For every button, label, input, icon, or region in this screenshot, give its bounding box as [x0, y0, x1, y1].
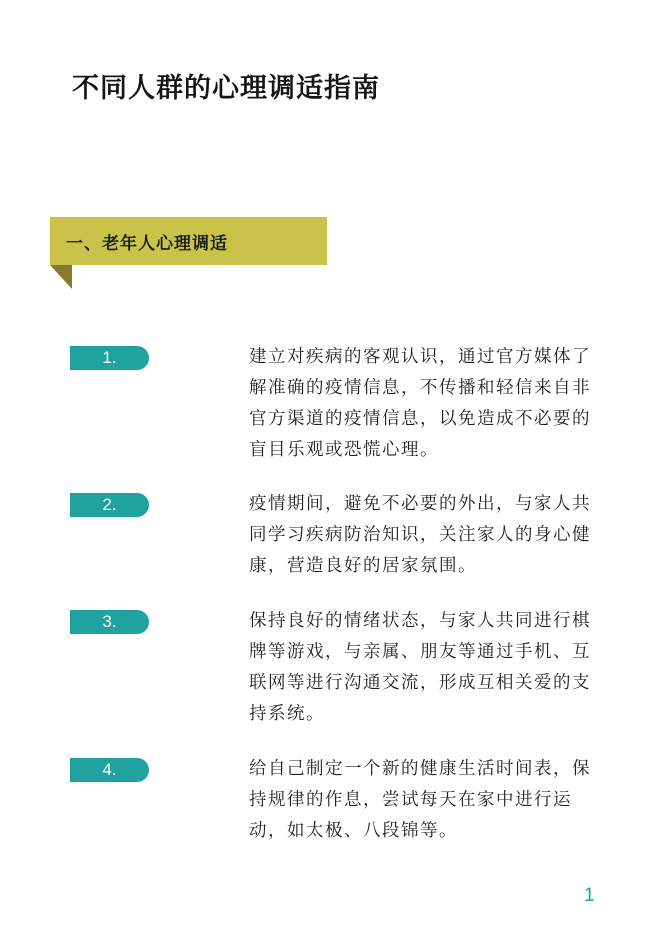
item-number-tab: 1. — [70, 346, 149, 370]
section-banner-fold — [50, 265, 72, 289]
item-number-tab: 4. — [70, 758, 149, 782]
item-number-tab: 3. — [70, 610, 149, 634]
item-text: 保持良好的情绪状态，与家人共同进行棋牌等游戏，与亲属、朋友等通过手机、互联网等进行沟通交流，形成互相关爱的支持系统。 — [249, 611, 591, 724]
item-number-tab: 2. — [70, 493, 149, 517]
item-text: 疫情期间，避免不必要的外出，与家人共同学习疾病防治知识，关注家人的身心健康，营造良好的居家氛围。 — [249, 494, 591, 576]
item-text: 给自己制定一个新的健康生活时间表，保持规律的作息，尝试每天在家中进行运动，如太极、八段锦等。 — [249, 759, 591, 841]
section-title: 一、老年人心理调适 — [66, 234, 228, 254]
page-title: 不同人群的心理调适指南 — [72, 73, 380, 104]
page-number: 1 — [584, 885, 595, 906]
item-text: 建立对疾病的客观认识，通过官方媒体了解准确的疫情信息，不传播和轻信来自非官方渠道的疫情信息，以免造成不必要的盲目乐观或恐慌心理。 — [249, 347, 591, 460]
